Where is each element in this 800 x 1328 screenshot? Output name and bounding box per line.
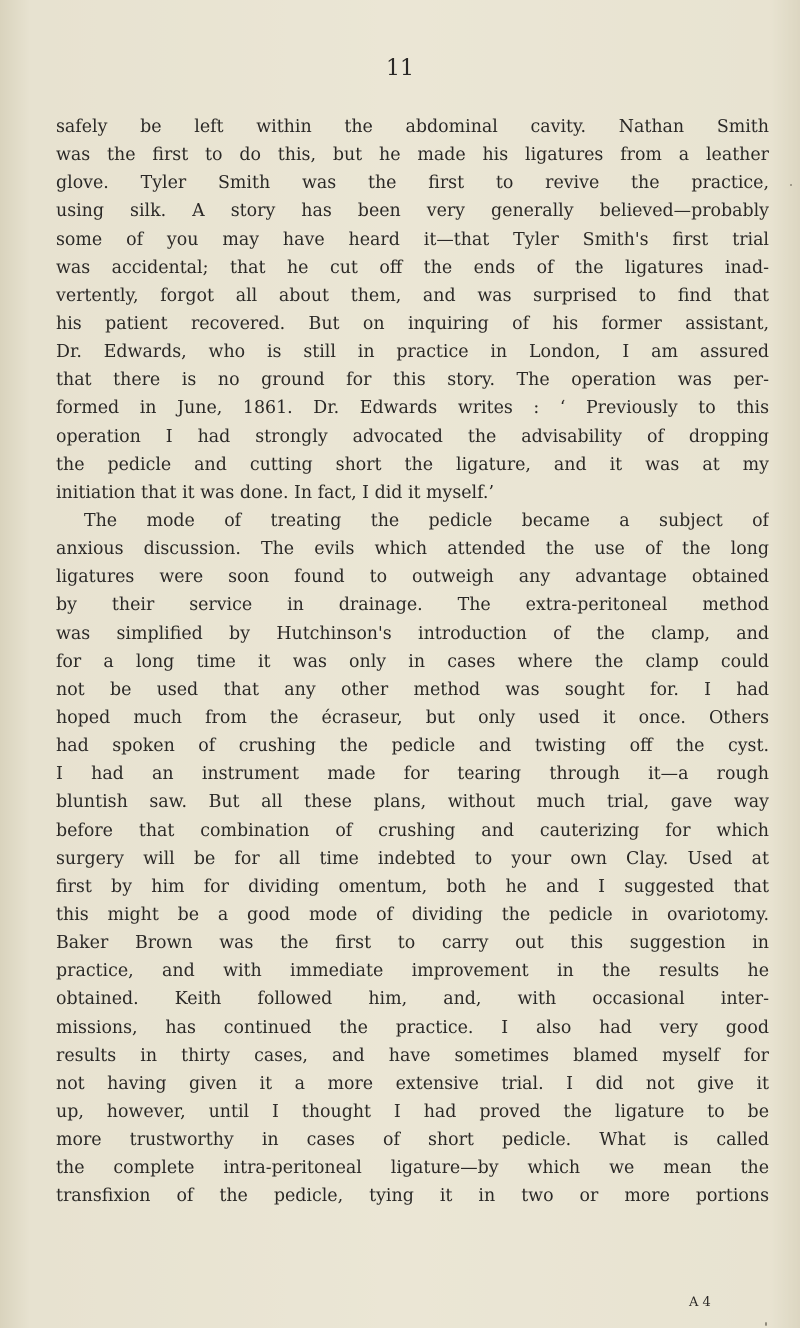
- text-line: surgery will be for all time indebted to your own Clay. Used at: [56, 848, 769, 869]
- paragraph-start-line: The mode of treating the pedicle became a subject of: [84, 510, 769, 531]
- text-line: his patient recovered. But on inquiring of his former assistant,: [56, 313, 769, 334]
- text-line: this might be a good mode of dividing the pedicle in ovariotomy.: [56, 904, 769, 925]
- text-line: more trustworthy in cases of short pedicle. What is called: [56, 1130, 769, 1151]
- text-line: up, however, until I thought I had proved the ligature to be: [56, 1101, 769, 1122]
- text-line: I had an instrument made for tearing through it—a rough: [56, 764, 769, 785]
- text-line: the complete intra-peritoneal ligature—by which we mean the: [56, 1158, 769, 1179]
- text-line: Baker Brown was the first to carry out this suggestion in: [56, 933, 769, 954]
- text-line: ligatures were soon found to outweigh any advantage obtained: [56, 567, 769, 588]
- text-line: first by him for dividing omentum, both he and I suggested that: [56, 876, 769, 897]
- text-line: not having given it a more extensive trial. I did not give it: [56, 1073, 769, 1094]
- page-number: 11: [386, 56, 414, 81]
- text-line: the pedicle and cutting short the ligature, and it was at my: [56, 454, 769, 475]
- text-line: by their service in drainage. The extra-peritoneal method: [56, 595, 769, 616]
- text-line: transfixion of the pedicle, tying it in two or more portions: [56, 1186, 769, 1207]
- text-line: some of you may have heard it—that Tyler Smith's first trial: [56, 229, 769, 250]
- text-line: glove. Tyler Smith was the first to revive the practice,: [56, 173, 769, 194]
- text-line: Dr. Edwards, who is still in practice in London, I am assured: [56, 342, 769, 363]
- text-line: using silk. A story has been very generally believed—probably: [56, 201, 769, 222]
- text-line: that there is no ground for this story. The operation was per-: [56, 370, 769, 391]
- text-line: safely be left within the abdominal cavity. Nathan Smith: [56, 117, 769, 137]
- signature-mark: A 4: [689, 1295, 711, 1310]
- body-text: [56, 113, 769, 1210]
- text-line: was accidental; that he cut off the ends of the ligatures inad-: [56, 257, 769, 278]
- text-line: had spoken of crushing the pedicle and twisting off the cyst.: [56, 736, 769, 757]
- text-line: was simplified by Hutchinson's introduction of the clamp, and: [56, 623, 769, 644]
- text-line: formed in June, 1861. Dr. Edwards writes : ‘ Previously to this: [56, 398, 769, 419]
- text-line: missions, has continued the practice. I also had very good: [56, 1017, 769, 1038]
- text-line: bluntish saw. But all these plans, without much trial, gave way: [56, 792, 769, 813]
- text-line: anxious discussion. The evils which attended the use of the long: [56, 539, 769, 560]
- text-line: vertently, forgot all about them, and was surprised to find that: [56, 285, 769, 306]
- paper-speck: [765, 1322, 767, 1326]
- text-line: for a long time it was only in cases where the clamp could: [56, 651, 769, 672]
- text-line: initiation that it was done. In fact, I did it myself.’: [56, 482, 494, 503]
- text-line: operation I had strongly advocated the advisability of dropping: [56, 426, 769, 447]
- text-line: hoped much from the écraseur, but only used it once. Others: [56, 707, 769, 728]
- paper-speck: [790, 184, 792, 186]
- text-line: results in thirty cases, and have sometimes blamed myself for: [56, 1045, 769, 1066]
- text-line: before that combination of crushing and cauterizing for which: [56, 820, 769, 841]
- text-line: obtained. Keith followed him, and, with occasional inter-: [56, 989, 769, 1010]
- text-line: practice, and with immediate improvement in the results he: [56, 961, 769, 982]
- text-line: not be used that any other method was sought for. I had: [56, 679, 769, 700]
- text-line: was the first to do this, but he made his ligatures from a leather: [56, 145, 769, 166]
